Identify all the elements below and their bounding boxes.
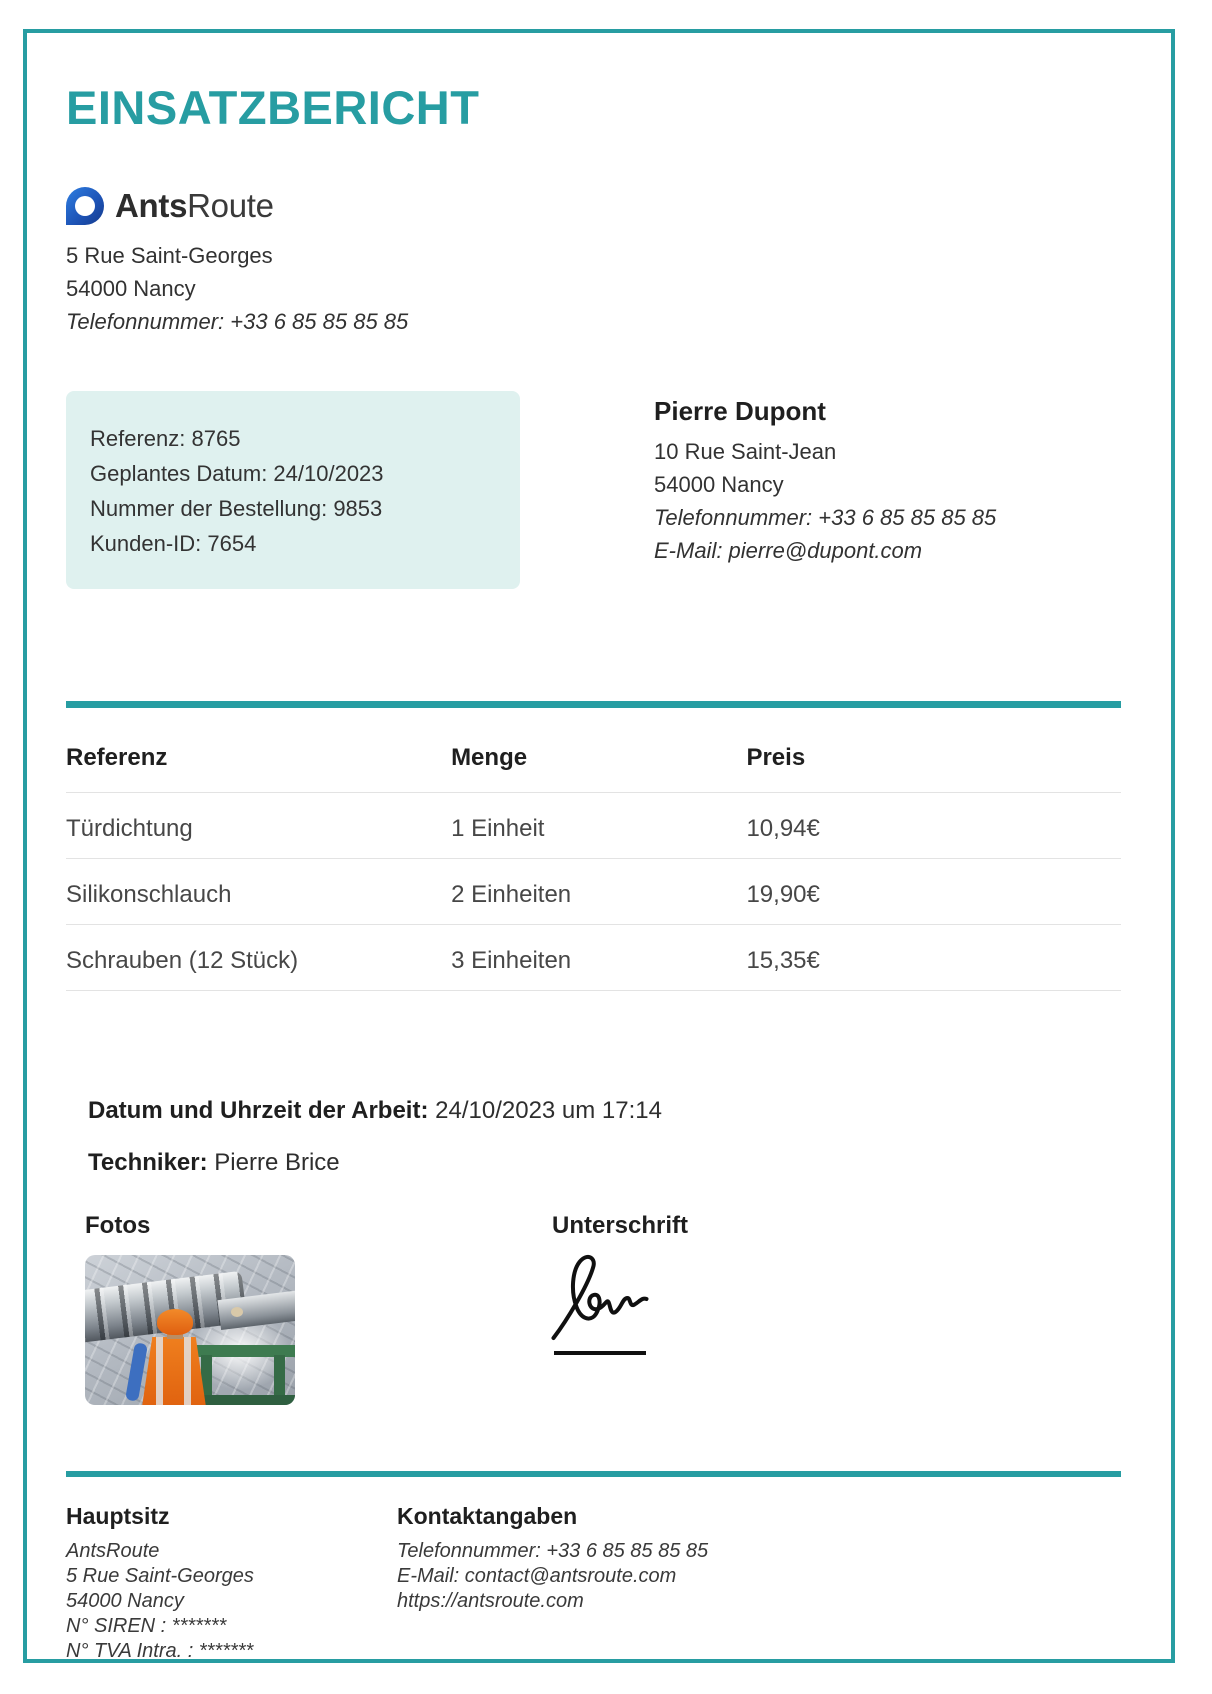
order-info-box	[66, 391, 520, 589]
signature-image	[546, 1250, 688, 1355]
footer-contact-line: Telefonnummer: +33 6 85 85 85 85	[397, 1540, 709, 1562]
footer-hq-line: N° TVA Intra. : *******	[66, 1640, 254, 1662]
footer-hq-line: 54000 Nancy	[66, 1590, 184, 1612]
footer-hq-line: N° SIREN : *******	[66, 1615, 227, 1637]
section-divider-bar	[66, 701, 1121, 708]
footer-hq-column	[66, 1503, 397, 1663]
footer-contact-heading: Kontaktangaben	[397, 1503, 578, 1529]
footer	[66, 1471, 1121, 1663]
customer-block	[654, 395, 996, 567]
cell-menge: 3 Einheiten	[451, 925, 746, 991]
footer-divider-bar	[66, 1471, 1121, 1477]
brand-name-bold: Ants	[115, 187, 188, 224]
footer-hq-heading: Hauptsitz	[66, 1503, 170, 1529]
work-datetime-value: 24/10/2023 um 17:14	[435, 1097, 662, 1124]
report-document	[23, 29, 1175, 1663]
items-table	[66, 708, 1121, 991]
footer-contact-lines	[397, 1539, 708, 1614]
table-row	[66, 859, 1121, 925]
items-table-body	[66, 793, 1121, 991]
photos-heading: Fotos	[85, 1212, 151, 1239]
label-separator: :	[420, 1097, 436, 1124]
company-address-block	[66, 239, 1121, 338]
company-address-line2: 54000 Nancy	[66, 276, 196, 301]
signature-underline	[554, 1351, 646, 1355]
footer-hq-line: AntsRoute	[66, 1540, 160, 1562]
cell-menge: 2 Einheiten	[451, 859, 746, 925]
work-info	[88, 1097, 1121, 1177]
cell-menge: 1 Einheit	[451, 793, 746, 859]
customer-name: Pierre Dupont	[654, 396, 826, 426]
meta-row	[66, 391, 1121, 589]
customer-phone: Telefonnummer: +33 6 85 85 85 85	[654, 505, 997, 530]
cell-referenz: Türdichtung	[66, 793, 451, 859]
footer-contact-line: https://antsroute.com	[397, 1590, 584, 1612]
signature-section	[552, 1212, 688, 1405]
cell-preis: 10,94€	[746, 793, 1121, 859]
footer-columns	[66, 1503, 1121, 1663]
table-row	[66, 925, 1121, 991]
work-datetime-label: Datum und Uhrzeit der Arbeit	[88, 1097, 421, 1124]
order-info-line: Nummer der Bestellung: 9853	[90, 496, 383, 521]
footer-contact-column	[397, 1503, 708, 1663]
technician-line	[88, 1149, 1121, 1177]
worker-hard-hat	[157, 1309, 193, 1335]
footer-contact-line: E-Mail: contact@antsroute.com	[397, 1565, 677, 1587]
order-info-line: Geplantes Datum: 24/10/2023	[90, 461, 384, 486]
column-header-referenz: Referenz	[66, 708, 451, 793]
company-phone: Telefonnummer: +33 6 85 85 85 85	[66, 309, 409, 334]
customer-email: E-Mail: pierre@dupont.com	[654, 538, 923, 563]
column-header-menge: Menge	[451, 708, 746, 793]
column-header-preis: Preis	[746, 708, 1121, 793]
company-logo	[66, 187, 1121, 225]
cell-preis: 15,35€	[746, 925, 1121, 991]
items-table-header	[66, 708, 1121, 793]
table-row	[66, 793, 1121, 859]
label-separator: :	[199, 1149, 215, 1176]
signature-heading: Unterschrift	[552, 1212, 689, 1239]
brand-name	[115, 187, 274, 225]
order-info-line: Referenz: 8765	[90, 426, 241, 451]
antsroute-pin-icon	[66, 187, 104, 225]
customer-address-line2: 54000 Nancy	[654, 472, 784, 497]
customer-address-line1: 10 Rue Saint-Jean	[654, 439, 837, 464]
company-address-line1: 5 Rue Saint-Georges	[66, 243, 273, 268]
media-row	[85, 1212, 1121, 1405]
signature-scribble	[546, 1250, 656, 1342]
worker-safety-vest	[142, 1337, 206, 1405]
technician-value: Pierre Brice	[214, 1149, 340, 1176]
photos-section	[85, 1212, 552, 1405]
order-info-line: Kunden-ID: 7654	[90, 531, 257, 556]
worker-hand	[231, 1307, 243, 1317]
footer-hq-line: 5 Rue Saint-Georges	[66, 1565, 254, 1587]
cell-preis: 19,90€	[746, 859, 1121, 925]
brand-name-regular: Route	[187, 187, 274, 224]
work-datetime-line	[88, 1097, 1121, 1125]
cell-referenz: Schrauben (12 Stück)	[66, 925, 451, 991]
page-title: EINSATZBERICHT	[66, 81, 480, 134]
technician-label: Techniker	[88, 1149, 200, 1176]
job-photo-thumbnail	[85, 1255, 295, 1405]
footer-hq-lines	[66, 1539, 397, 1663]
cell-referenz: Silikonschlauch	[66, 859, 451, 925]
